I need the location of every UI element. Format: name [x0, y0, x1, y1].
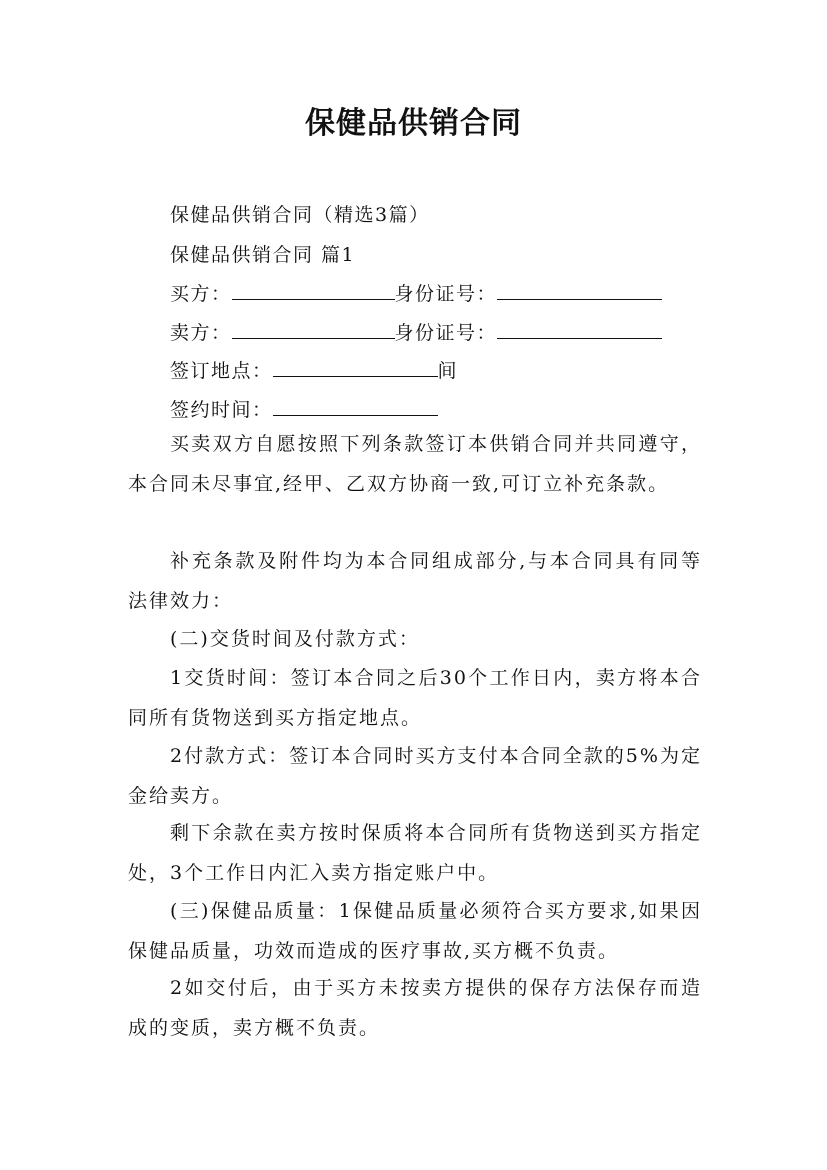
buyer-label: 买方： — [170, 283, 232, 305]
paragraph: 买卖双方自愿按照下列条款签订本供销合同并共同遵守，本合同未尽事宜,经甲、乙双方协商一致,可订立补充条款。 — [128, 433, 702, 495]
paragraph: (二)交货时间及付款方式： — [170, 628, 420, 650]
seller-label: 卖方： — [170, 322, 232, 344]
place-line — [170, 356, 458, 383]
paragraph: 1交货时间：签订本合同之后30个工作日内，卖方将本合同所有货物送到买方指定地点。 — [128, 667, 702, 729]
seller-line — [170, 318, 662, 345]
place-blank — [273, 358, 438, 377]
place-label: 签订地点： — [170, 360, 273, 382]
paragraph: 2如交付后，由于买方未按卖方提供的保存方法保存而造成的变质，卖方概不负责。 — [128, 977, 702, 1039]
time-label: 签约时间： — [170, 399, 273, 421]
time-line — [170, 395, 438, 422]
seller-blank — [232, 320, 395, 339]
place-suffix: 间 — [437, 360, 459, 382]
buyer-line — [170, 279, 662, 306]
seller-id-blank — [497, 320, 662, 339]
time-blank — [273, 397, 438, 416]
paragraph: 2付款方式：签订本合同时买方支付本合同全款的5%为定金给卖方。 — [128, 745, 702, 807]
paragraph: (三)保健品质量：1保健品质量必须符合买方要求,如果因保健品质量，功效而造成的医疗事故,买方概不负责。 — [128, 900, 702, 962]
buyer-blank — [232, 281, 395, 300]
buyer-id-label: 身份证号： — [394, 283, 498, 305]
subtitle: 保健品供销合同（精选3篇） — [170, 204, 430, 226]
page-title: 保健品供销合同 — [305, 106, 522, 141]
section-heading: 保健品供销合同 篇1 — [170, 244, 356, 266]
seller-id-label: 身份证号： — [394, 322, 498, 344]
paragraph: 剩下余款在卖方按时保质将本合同所有货物送到买方指定处，3个工作日内汇入卖方指定账户中。 — [128, 822, 702, 884]
paragraph: 补充条款及附件均为本合同组成部分,与本合同具有同等法律效力： — [128, 550, 702, 612]
buyer-id-blank — [497, 281, 662, 300]
